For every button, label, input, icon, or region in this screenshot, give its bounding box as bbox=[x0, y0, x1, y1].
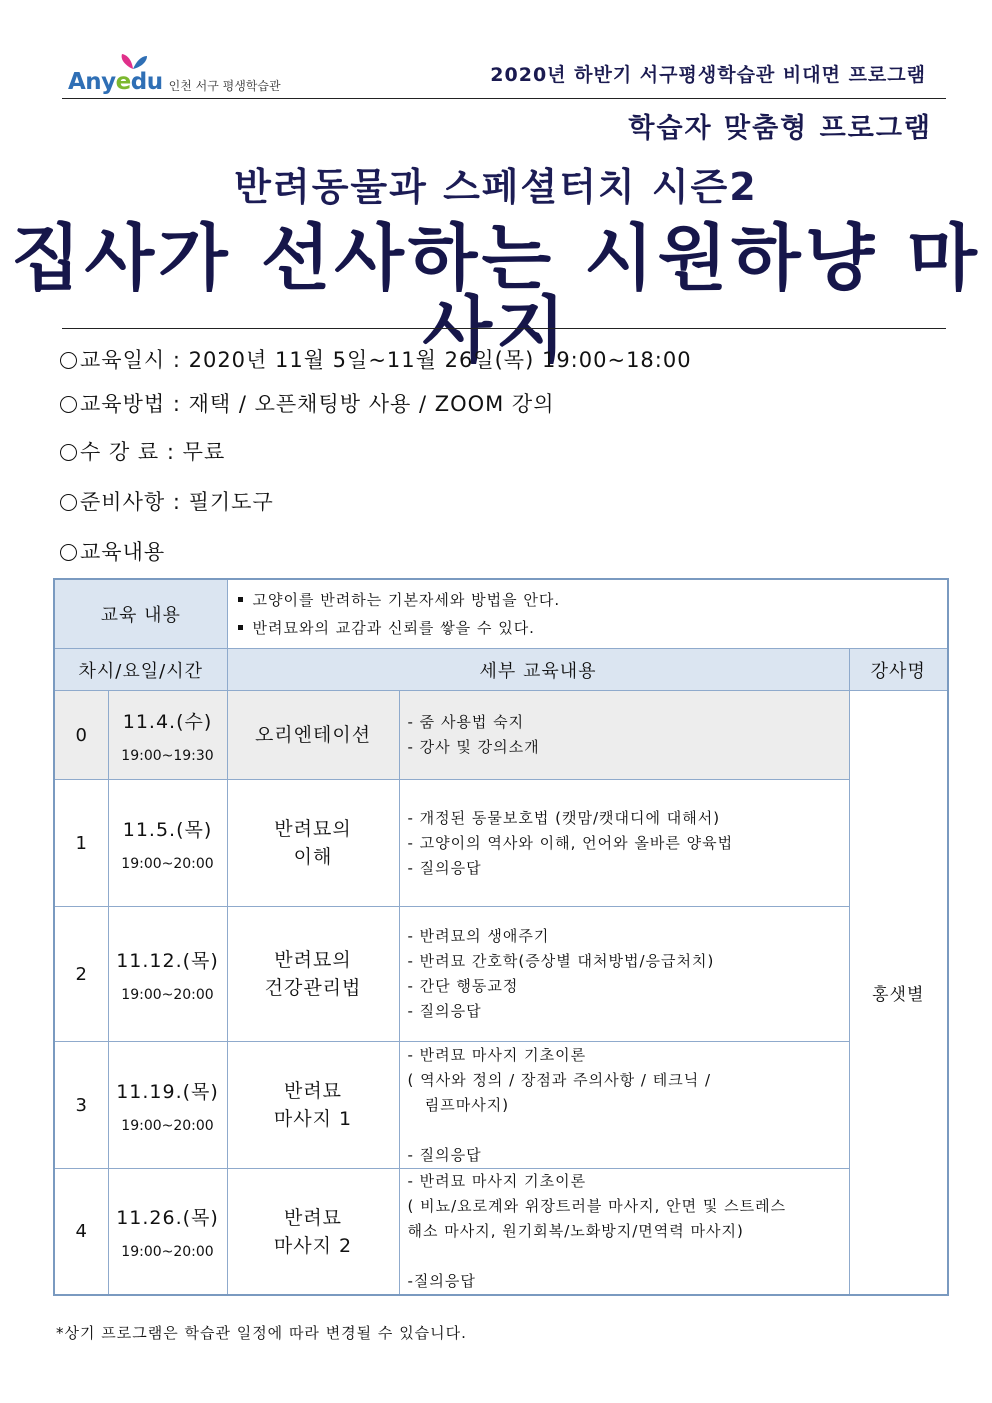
session-number: 0 bbox=[54, 691, 108, 780]
session-details: - 줌 사용법 숙지 - 강사 및 강의소개 bbox=[399, 691, 849, 780]
logo-org-name: 인천 서구 평생학습관 bbox=[168, 79, 281, 93]
logo-wordmark: Anyedu bbox=[68, 69, 163, 95]
info-prep: 준비사항 : 필기도구 bbox=[60, 486, 274, 516]
header-session: 차시/요일/시간 bbox=[54, 649, 227, 691]
title-line-2: 집사가 선사하는 시원하냥 마사지 bbox=[11, 216, 981, 372]
session-number: 1 bbox=[54, 780, 108, 907]
session-date: 11.4.(수) 19:00~19:30 bbox=[108, 691, 227, 780]
session-topic: 반려묘 마사지 1 bbox=[227, 1042, 399, 1169]
teacher-name: 홍샛별 bbox=[849, 691, 948, 1296]
circle-icon bbox=[60, 352, 77, 369]
schedule-table bbox=[53, 578, 949, 1296]
circle-icon bbox=[60, 544, 77, 561]
circle-icon bbox=[60, 494, 77, 511]
info-content: 교육내용 bbox=[60, 536, 165, 566]
program-line: 2020년 하반기 서구평생학습관 비대면 프로그램 bbox=[490, 64, 926, 86]
goals-list bbox=[227, 579, 948, 649]
table-row bbox=[54, 1042, 948, 1169]
table-row bbox=[54, 691, 948, 780]
table-row bbox=[54, 1169, 948, 1296]
session-topic: 반려묘 마사지 2 bbox=[227, 1169, 399, 1296]
session-date: 11.5.(목) 19:00~20:00 bbox=[108, 780, 227, 907]
table-row bbox=[54, 780, 948, 907]
session-date: 11.12.(목) 19:00~20:00 bbox=[108, 907, 227, 1042]
title-line-1: 반려동물과 스페셜터치 시즌2 bbox=[234, 165, 758, 209]
session-details: - 개정된 동물보호법 (캣맘/캣대디에 대해서) - 고양이의 역사와 이해, 언어와 올바른 양육법 - 질의응답 bbox=[399, 780, 849, 907]
session-number: 3 bbox=[54, 1042, 108, 1169]
goal-item: 고양이를 반려하는 기본자세와 방법을 안다. bbox=[238, 586, 938, 614]
info-fee: 수 강 료 : 무료 bbox=[60, 436, 225, 466]
circle-icon bbox=[60, 396, 77, 413]
circle-icon bbox=[60, 444, 77, 461]
header-teacher: 강사명 bbox=[849, 649, 948, 691]
subtitle: 학습자 맞춤형 프로그램 bbox=[628, 113, 932, 144]
session-details: - 반려묘의 생애주기 - 반려묘 간호학(증상별 대처방법/응급처치) - 간단 행동교정 - 질의응답 bbox=[399, 907, 849, 1042]
leaf-icon bbox=[116, 52, 150, 70]
session-number: 4 bbox=[54, 1169, 108, 1296]
header-detail: 세부 교육내용 bbox=[227, 649, 849, 691]
goal-item: 반려묘와의 교감과 신뢰를 쌓을 수 있다. bbox=[238, 614, 938, 642]
info-date: 교육일시 : 2020년 11월 5일~11월 26일(목) 19:00~18:00 bbox=[60, 344, 692, 374]
session-number: 2 bbox=[54, 907, 108, 1042]
footnote: *상기 프로그램은 학습관 일정에 따라 변경될 수 있습니다. bbox=[56, 1324, 467, 1342]
session-details: - 반려묘 마사지 기초이론 ( 비뇨/요로계와 위장트러블 마사지, 안면 및 스트레스 해소 마사지, 원기회복/노화방지/면역력 마사지) -질의응답 bbox=[399, 1169, 849, 1296]
session-topic: 오리엔테이션 bbox=[227, 691, 399, 780]
session-topic: 반려묘의 이해 bbox=[227, 780, 399, 907]
goals-label: 교육 내용 bbox=[54, 579, 227, 649]
info-method: 교육방법 : 재택 / 오픈채팅방 사용 / ZOOM 강의 bbox=[60, 388, 555, 418]
session-topic: 반려묘의 건강관리법 bbox=[227, 907, 399, 1042]
session-details: - 반려묘 마사지 기초이론 ( 역사와 정의 / 장점과 주의사항 / 테크닉 / 림프마사지) - 질의응답 bbox=[399, 1042, 849, 1169]
divider-mid bbox=[62, 328, 946, 329]
logo bbox=[68, 58, 281, 94]
session-date: 11.19.(목) 19:00~20:00 bbox=[108, 1042, 227, 1169]
session-date: 11.26.(목) 19:00~20:00 bbox=[108, 1169, 227, 1296]
divider-top bbox=[62, 98, 946, 99]
table-row bbox=[54, 907, 948, 1042]
